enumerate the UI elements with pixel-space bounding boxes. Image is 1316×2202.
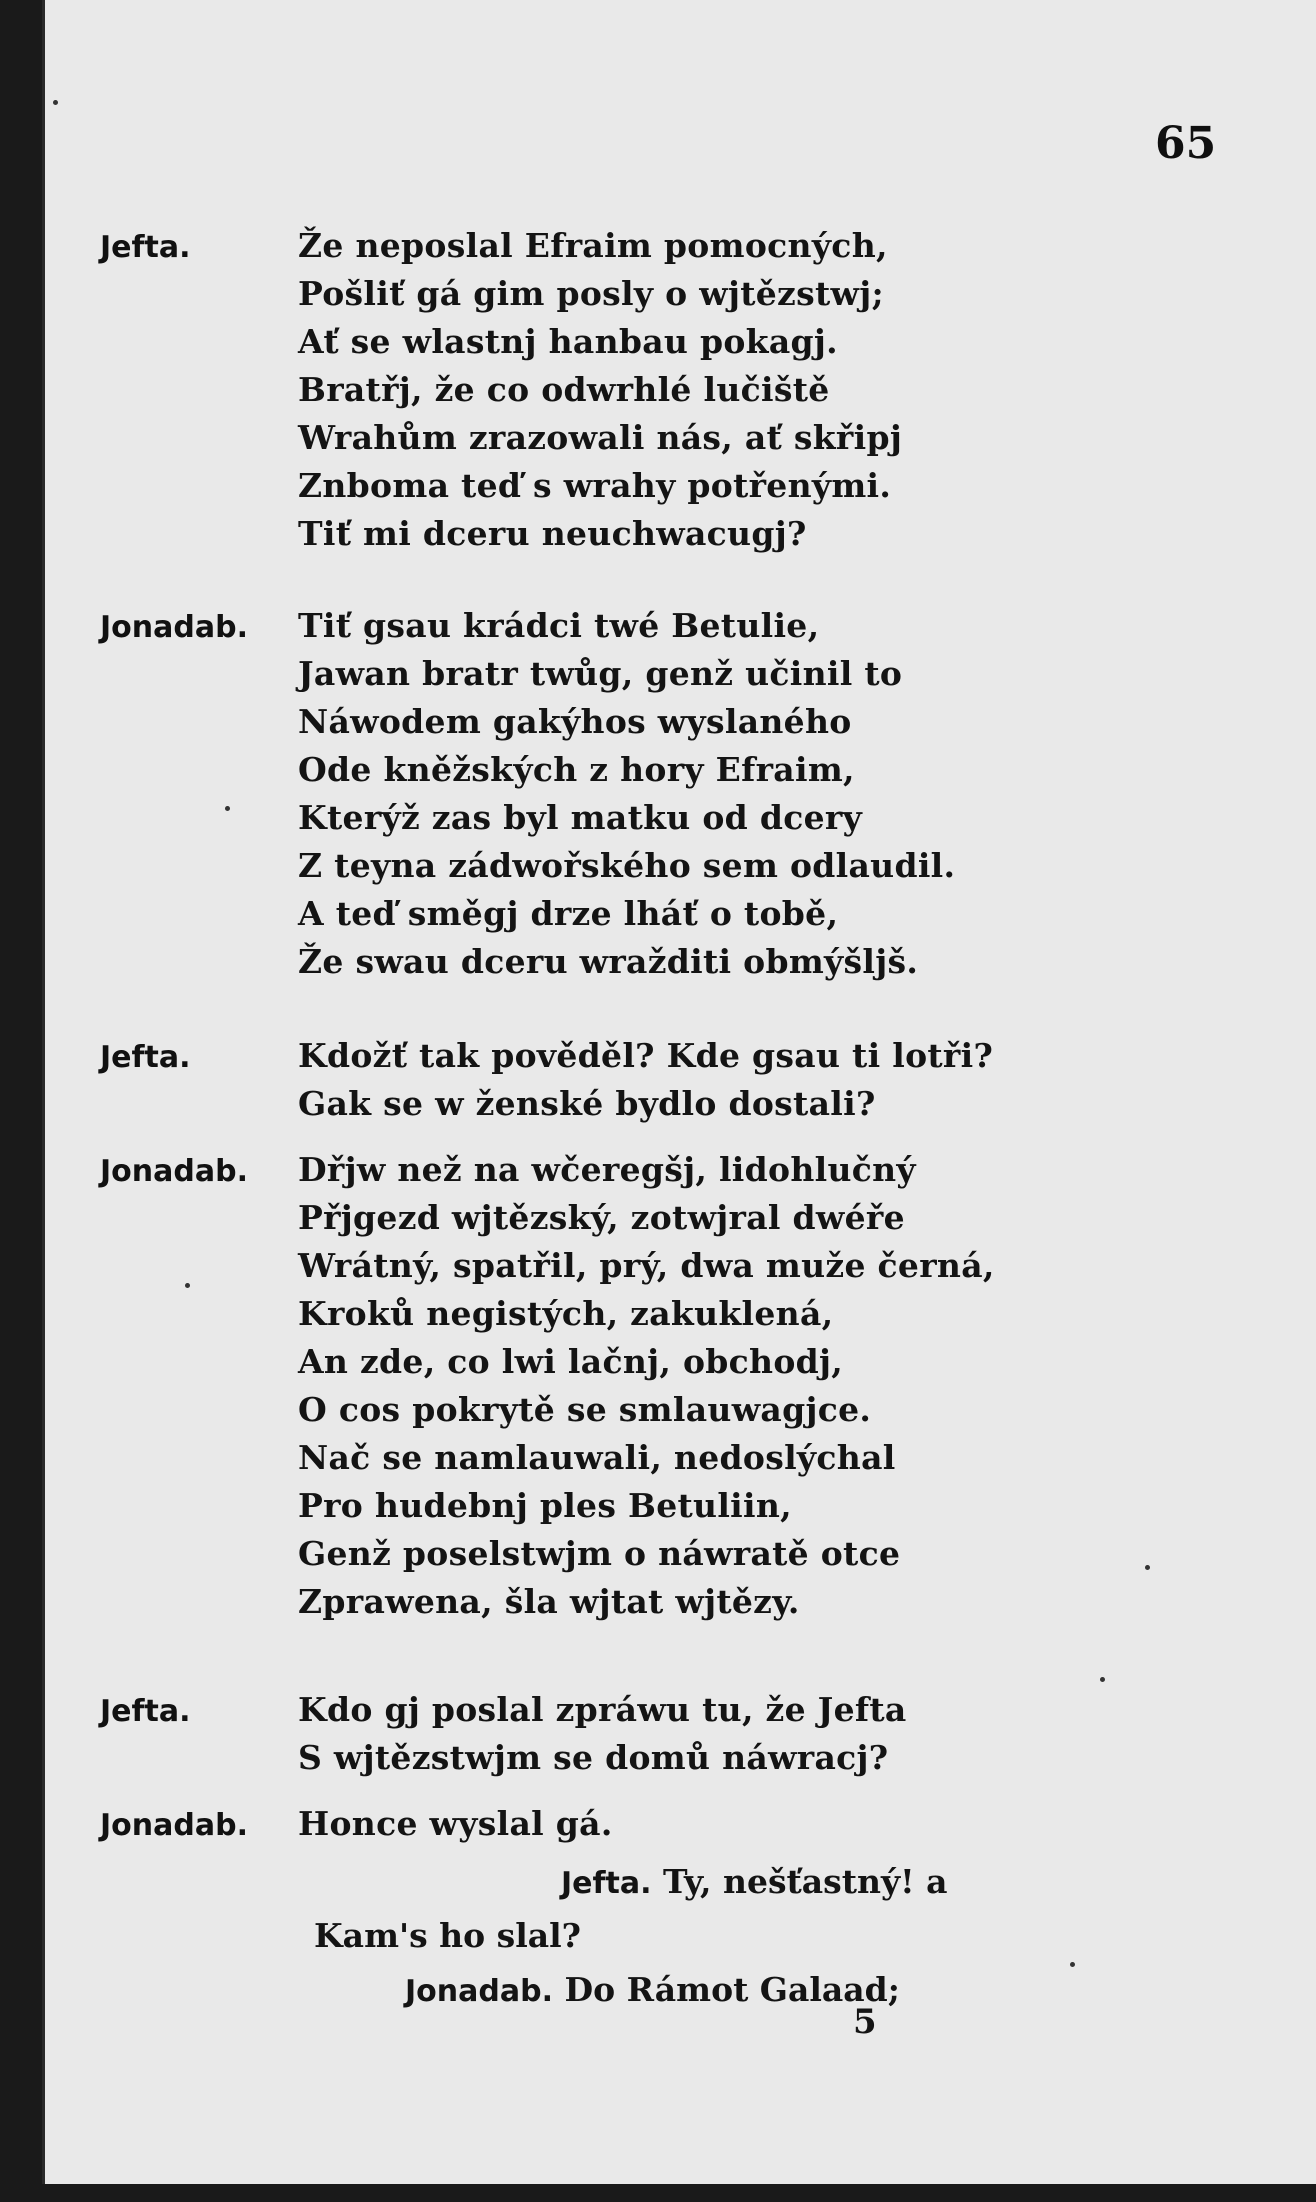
speaker-name: Jefta. [100, 1694, 191, 1729]
verse-line: Kroků negistých, zakuklená, [298, 1294, 834, 1333]
verse-line: Gak se w ženské bydlo dostali? [298, 1084, 876, 1123]
scan-speck [1100, 1677, 1105, 1682]
scan-speck [185, 1283, 190, 1288]
scan-speck [1145, 1565, 1150, 1570]
verse-lines [298, 1800, 613, 1848]
verse-line: Náwodem gakýhos wyslaného [298, 702, 852, 741]
verse-line: Přjgezd wjtězský, zotwjral dwéře [298, 1198, 905, 1237]
scan-speck [225, 806, 230, 811]
verse-lines [298, 1686, 907, 1782]
verse-line: Ode kněžských z hory Efraim, [298, 750, 855, 789]
verse-line: Honce wyslal gá. [298, 1804, 613, 1843]
verse-line: Kterýž zas byl matku od dcery [298, 798, 863, 837]
verse-line: A teď směgj drze lháť o tobě, [298, 894, 839, 933]
book-page [42, 0, 1316, 2184]
speaker-name: Jefta. [100, 1040, 191, 1075]
verse-text: Ty, nešťastný! a [663, 1862, 948, 1901]
speaker-name: Jonadab. [100, 1808, 248, 1843]
verse-line: Že swau dceru wražditi obmýšljš. [298, 942, 919, 981]
verse-text: Do Rámot Galaad; [564, 1970, 900, 2009]
scan-speck [1070, 1962, 1075, 1967]
speaker-name: Jefta. [100, 230, 191, 265]
verse-lines [298, 1146, 995, 1626]
verse-line: Znboma teď s wrahy potřenými. [298, 466, 892, 505]
verse-line: Pošliť gá gim posly o wjtězstwj; [298, 274, 884, 313]
verse-line: Tiť gsau krádci twé Betulie, [298, 606, 820, 645]
verse-lines [298, 1032, 993, 1128]
verse-line: An zde, co lwi lačnj, obchodj, [298, 1342, 844, 1381]
verse-line: Bratřj, že co odwrhlé lučiště [298, 370, 830, 409]
verse-lines [298, 602, 955, 986]
split-verse-line [561, 1858, 948, 1906]
verse-line: Dřjw než na wčeregšj, lidohlučný [298, 1150, 916, 1189]
split-verse-line [405, 1966, 900, 2014]
verse-line: Pro hudebnj ples Betuliin, [298, 1486, 792, 1525]
verse-line: Kdo gj poslal zpráwu tu, že Jefta [298, 1690, 907, 1729]
verse-line: O cos pokrytě se smlauwagjce. [298, 1390, 872, 1429]
verse-line: S wjtězstwjm se domů náwracj? [298, 1738, 889, 1777]
verse-line: Z teyna zádwořského sem odlaudil. [298, 846, 956, 885]
verse-lines [298, 222, 902, 558]
page-number: 65 [1155, 118, 1217, 169]
speaker-name: Jefta. [561, 1866, 652, 1901]
verse-line: Wrátný, spatřil, prý, dwa muže černá, [298, 1246, 995, 1285]
verse-line: Že neposlal Efraim pomocných, [298, 226, 888, 265]
verse-line: Genž poselstwjm o náwratě otce [298, 1534, 901, 1573]
verse-line: Ať se wlastnj hanbau pokagj. [298, 322, 838, 361]
speaker-name: Jonadab. [405, 1974, 553, 2009]
verse-line: Tiť mi dceru neuchwacugj? [298, 514, 807, 553]
verse-line: Jawan bratr twůg, genž učinil to [298, 654, 903, 693]
verse-line: Wrahům zrazowali nás, ať skřipj [298, 418, 903, 457]
verse-line: Nač se namlauwali, nedoslýchal [298, 1438, 896, 1477]
verse-line: Kam's ho slal? [314, 1916, 582, 1955]
speaker-name: Jonadab. [100, 610, 248, 645]
verse-line: Zprawena, šla wjtat wjtězy. [298, 1582, 800, 1621]
printer-signature-mark: 5 [853, 2002, 877, 2042]
scan-speck [53, 100, 58, 105]
verse-line: Kdožť tak pověděl? Kde gsau ti lotři? [298, 1036, 994, 1075]
speaker-name: Jonadab. [100, 1154, 248, 1189]
